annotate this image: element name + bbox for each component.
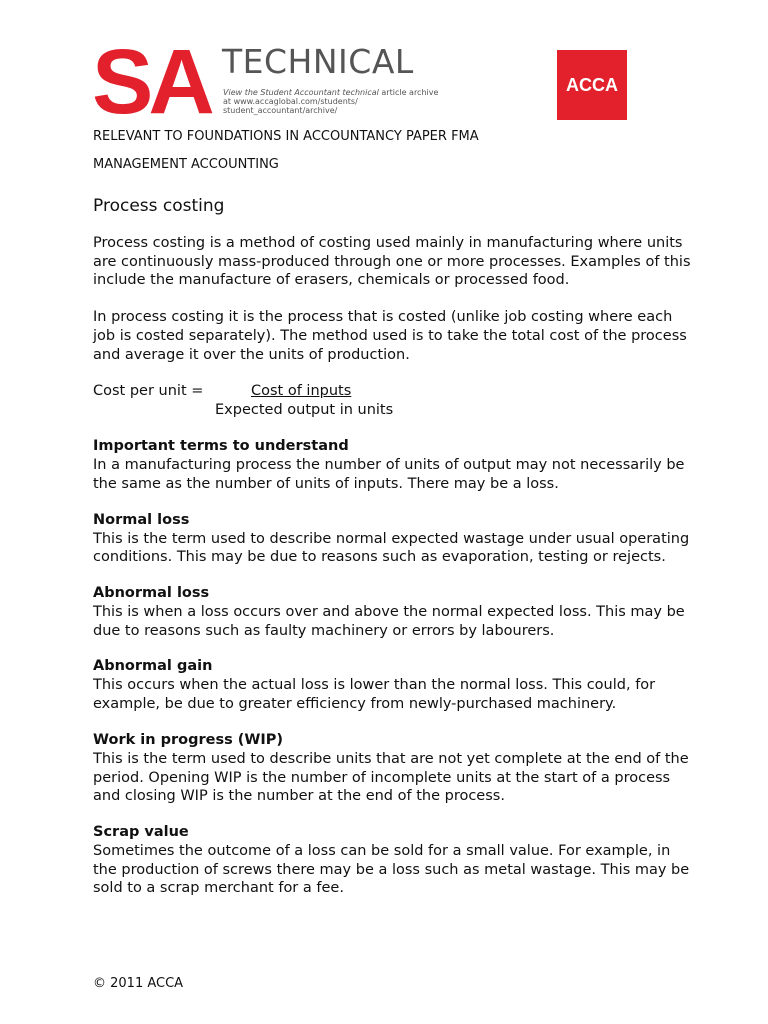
section-body: This is the term used to describe normal expected wastage under usual operating conditions. This may be due to reasons such as evaporation, testing or rejects. [93, 530, 690, 566]
relevance-line: RELEVANT TO FOUNDATIONS IN ACCOUNTANCY PAPER FMA [93, 129, 479, 144]
section-body: Sometimes the outcome of a loss can be sold for a small value. For example, in the production of screws there may be a loss such as metal wastage. This may be sold to a scrap merchant for a fee. [93, 842, 690, 897]
intro-paragraph-2: In process costing it is the process that is costed (unlike job costing where each job is costed separately). The method used is to take the total cost of the process and average it over the units of production. [93, 309, 687, 363]
section-heading: Abnormal loss [93, 585, 210, 602]
section-body: This is when a loss occurs over and above the normal expected loss. This may be due to reasons such as faulty machinery or errors by labourers. [93, 604, 685, 639]
archive-note [223, 88, 443, 115]
section-heading: Scrap value [93, 823, 189, 840]
section-important-terms [93, 437, 693, 493]
section-body: In a manufacturing process the number of units of output may not necessarily be the same as the number of units of inputs. There may be a loss. [93, 457, 685, 492]
acca-logo: ACCA [557, 50, 627, 120]
page-header [0, 0, 768, 133]
section-work-in-progress [93, 731, 693, 806]
section-heading: Important terms to understand [93, 438, 349, 455]
section-body: This occurs when the actual loss is lower than the normal loss. This could, for example, be due to greater efficiency from newly-purchased machinery. [93, 677, 656, 713]
archive-note-italic: View the Student Accountant technical [223, 88, 379, 97]
section-abnormal-loss [93, 584, 693, 640]
section-heading: Work in progress (WIP) [93, 731, 284, 748]
section-heading: Normal loss [93, 511, 190, 528]
intro-paragraph-1: Process costing is a method of costing used mainly in manufacturing where units are continuously mass-produced through one or more processes. Examples of this include the manufacture of erasers, chemicals or processed food. [93, 235, 691, 289]
cost-per-unit-formula [93, 382, 693, 420]
copyright-footer: © 2011 ACCA [93, 976, 184, 991]
formula-numerator: Cost of inputs [251, 383, 352, 400]
subject-line: MANAGEMENT ACCOUNTING [93, 157, 279, 172]
section-scrap-value [93, 823, 693, 898]
article-body [93, 128, 693, 898]
section-body: This is the term used to describe units that are not yet complete at the end of the period. Opening WIP is the number of incomplete units at the start of a process and closing WIP is the number at the end of the process. [93, 750, 689, 805]
formula-denominator: Expected output in units [215, 402, 394, 419]
section-normal-loss [93, 511, 693, 567]
formula-label: Cost per unit = [93, 383, 204, 400]
section-abnormal-gain [93, 657, 693, 713]
archive-note-link[interactable]: article archive at www.accaglobal.com/students/ student_accountant/archive/ [223, 88, 439, 115]
technical-title: TECHNICAL [222, 42, 414, 81]
sa-logo: SA [92, 31, 210, 133]
section-heading: Abnormal gain [93, 658, 213, 675]
page-title: Process costing [93, 196, 225, 216]
